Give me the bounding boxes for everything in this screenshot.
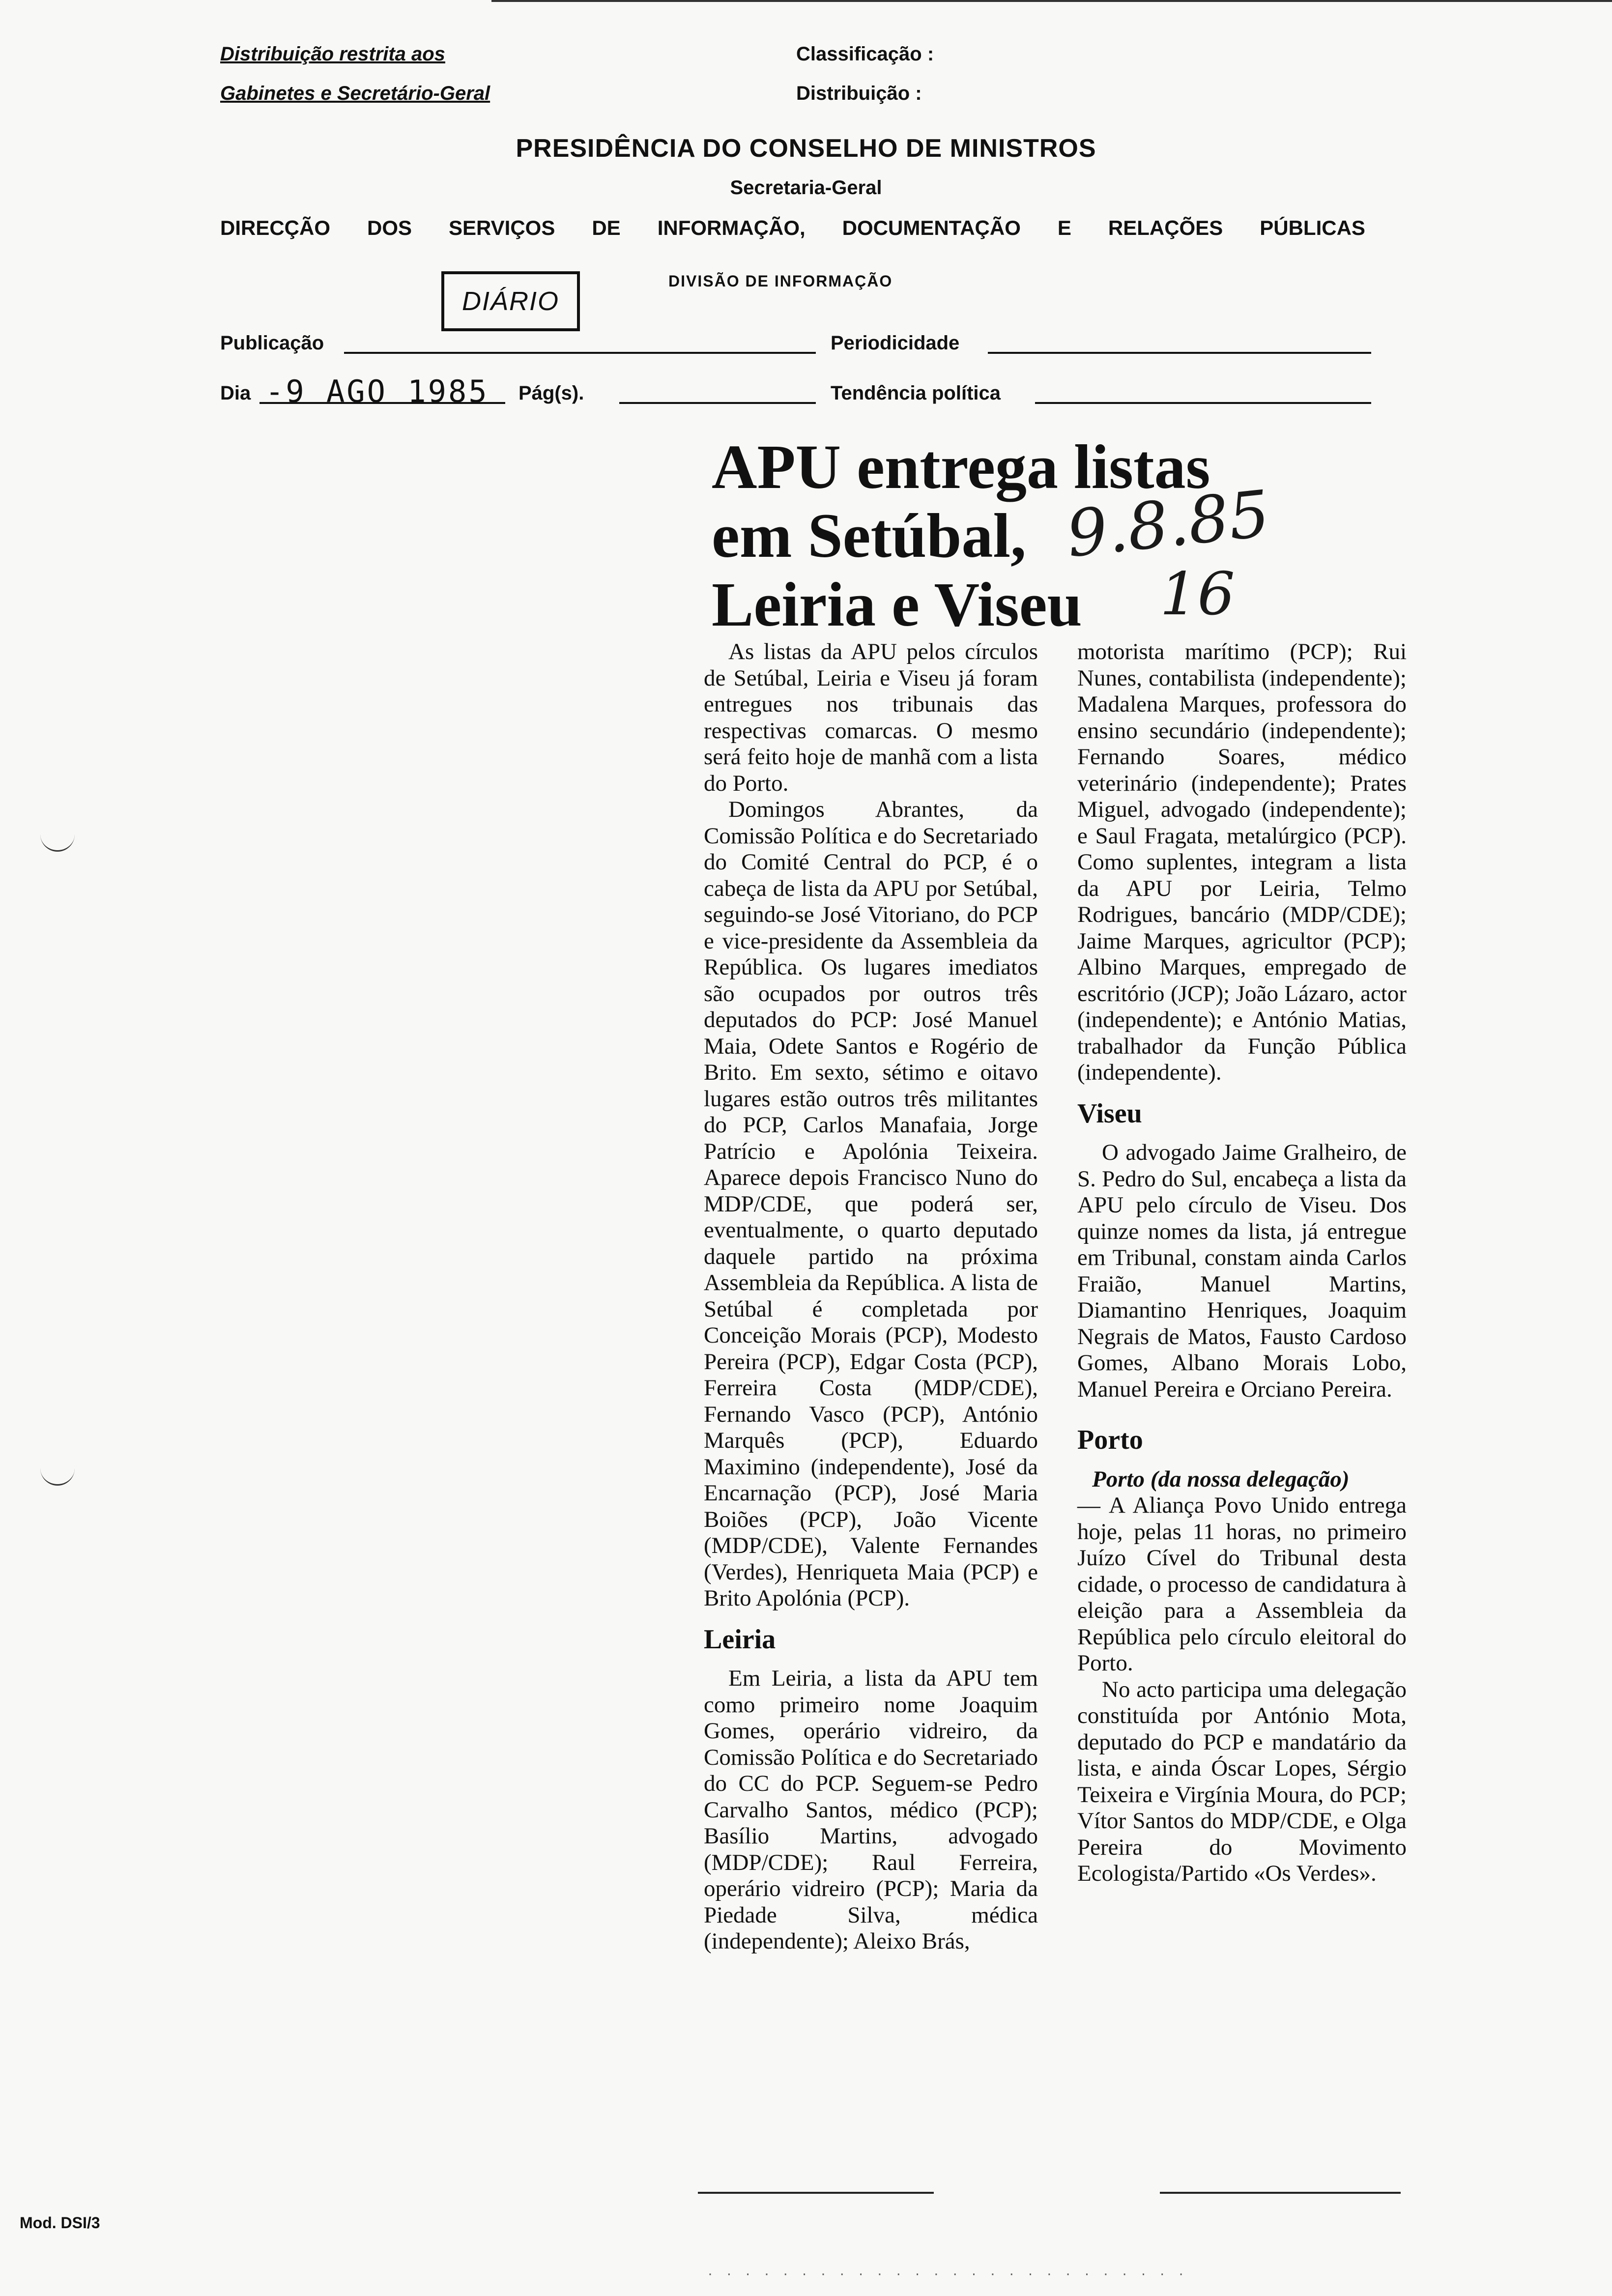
direccao-word: DIRECÇÃO (220, 216, 331, 239)
column-end-rule (1160, 2192, 1401, 2194)
leiria-paragraph: Em Leiria, a lista da APU tem como primeiro nome Joaquim Gomes, operário vidreiro, da Comissão Política e do Secretariado do CC do PCP. Seguem-se Pedro Carvalho Santos, médico (PCP); Basílio Martins, advogado (MDP/CDE); Raul Ferreira, operário vidreiro (PCP); Maria da Piedade Silva, médica (independente); Aleixo Brás, (704, 1665, 1038, 1954)
dia-value: -9 AGO 1985 (265, 373, 489, 409)
direccao-word: DOS (367, 216, 412, 239)
punch-hole-mark (40, 831, 75, 852)
handwritten-date: 9.8.85 (1063, 476, 1273, 572)
restricted-line-1: Distribuição restrita aos (220, 43, 445, 65)
tendencia-line (1035, 402, 1371, 404)
scan-artifact: · · · · · · · · · · · · · · · · · · · · · · · · · · (708, 2266, 1189, 2282)
periodicidade-line (988, 352, 1371, 354)
direccao-word: INFORMAÇÃO, (657, 216, 806, 239)
periodicidade-label: Periodicidade (831, 332, 960, 354)
porto-heading: Porto (1077, 1425, 1143, 1455)
headline-line-1: APU entrega listas (712, 432, 1210, 502)
article-column-2 (1077, 639, 1407, 1887)
setubal-paragraph: Domingos Abrantes, da Comissão Política e do Secretariado do Comité Central do PCP, é o cabeça de lista da APU por Setúbal, seguindo-se José Vitoriano, do PCP e vice-presidente da Assembleia da República. Os lugares imediatos são ocupados por outros três deputados do PCP: José Manuel Maia, Odete Santos e Rogério de Brito. Em sexto, sétimo e oitavo lugares estão outros três militantes do PCP, Carlos Manafaia, Jorge Patrício e Apolónia Teixeira. Aparece depois Francisco Nuno do MDP/CDE, que poderá ser, eventualmente, o quarto deputado daquele partido na próxima Assembleia da República. A lista de Setúbal é completada por Conceição Morais (PCP), Modesto Pereira (PCP), Edgar Costa (PCP), Ferreira Costa (MDP/CDE), Fernando Vasco (PCP), António Marquês (PCP), Eduardo Maximino (independente), José da Encarnação (PCP), José Maria Boiões (PCP), João Vicente (MDP/CDE), Valente Fernandes (Verdes), Henriqueta Maia (PCP) e Brito Apolónia (PCP). (704, 797, 1038, 1611)
top-rule (491, 0, 1612, 2)
article-column-1 (704, 639, 1038, 1955)
publicacao-line (344, 352, 816, 354)
leiria-continuation: motorista marítimo (PCP); Rui Nunes, contabilista (independente); Madalena Marques, professora do ensino secundário (independente); Fernando Soares, médico veterinário (independente); Prates Miguel, advogado (independente); e Saul Fragata, metalúrgico (PCP). Como suplentes, integram a lista da APU por Leiria, Telmo Rodrigues, bancário (MDP/CDE); Jaime Marques, agricultor (PCP); Albino Marques, empregado de escritório (JCP); João Lázaro, actor (independente); e António Matias, trabalhador da Função Pública (independente). (1077, 639, 1407, 1085)
headline-line-3: Leiria e Viseu (712, 570, 1082, 639)
handwritten-page: 16 (1160, 560, 1235, 629)
dia-line (259, 402, 505, 404)
porto-paragraph-2: No acto participa uma delegação constituída por António Mota, deputado do PCP e mandatário da lista, e ainda Óscar Lopes, Sérgio Teixeira e Virgínia Moura, do PCP; Vítor Santos do MDP/CDE, e Olga Pereira do Movimento Ecologista/Partido «Os Verdes». (1077, 1676, 1407, 1886)
diario-stamp: DIÁRIO (441, 271, 580, 331)
direccao-line (220, 216, 1365, 240)
divisao-label: DIVISÃO DE INFORMAÇÃO (668, 272, 893, 290)
dia-label: Dia (220, 382, 251, 404)
presidencia-title: PRESIDÊNCIA DO CONSELHO DE MINISTROS (516, 134, 1096, 163)
publicacao-label: Publicação (220, 332, 324, 354)
pags-label: Pág(s). (518, 382, 584, 404)
distribuicao-label: Distribuição : (796, 83, 922, 104)
direccao-word: RELAÇÕES (1108, 216, 1223, 239)
secretaria-title: Secretaria-Geral (730, 177, 882, 199)
restricted-line-2: Gabinetes e Secretário-Geral (220, 83, 490, 104)
viseu-paragraph: O advogado Jaime Gralheiro, de S. Pedro do Sul, encabeça a lista da APU pelo círculo de Viseu. Dos quinze nomes da lista, já entregue em Tribunal, constam ainda Carlos Fraião, Manuel Martins, Diamantino Henriques, Joaquim Negrais de Matos, Fausto Cardoso Gomes, Albano Morais Lobo, Manuel Pereira e Orciano Pereira. (1077, 1140, 1407, 1402)
intro-paragraph: As listas da APU pelos círculos de Setúbal, Leiria e Viseu já foram entregues nos tribunais das respectivas comarcas. O mesmo será feito hoje de manhã com a lista do Porto. (704, 639, 1038, 796)
tendencia-label: Tendência política (831, 382, 1001, 404)
direccao-word: SERVIÇOS (449, 216, 555, 239)
form-code: Mod. DSI/3 (20, 2214, 100, 2232)
column-end-rule (698, 2192, 934, 2194)
porto-lead: Porto (da nossa delegação) (1092, 1466, 1350, 1492)
punch-hole-mark (40, 1464, 75, 1486)
classificacao-label: Classificação : (796, 43, 934, 65)
direccao-word: DOCUMENTAÇÃO (842, 216, 1021, 239)
leiria-heading: Leiria (704, 1624, 776, 1655)
viseu-heading: Viseu (1077, 1098, 1142, 1129)
porto-paragraph-1: — A Aliança Povo Unido entrega hoje, pelas 11 horas, no primeiro Juízo Cível do Tribunal desta cidade, o processo de candidatura à eleição para a Assembleia da República pelo círculo eleitoral do Porto. (1077, 1492, 1407, 1676)
headline-line-2: em Setúbal, (712, 501, 1026, 571)
pags-line (619, 402, 816, 404)
direccao-word: PÚBLICAS (1260, 216, 1365, 239)
direccao-word: DE (592, 216, 621, 239)
direccao-word: E (1057, 216, 1071, 239)
